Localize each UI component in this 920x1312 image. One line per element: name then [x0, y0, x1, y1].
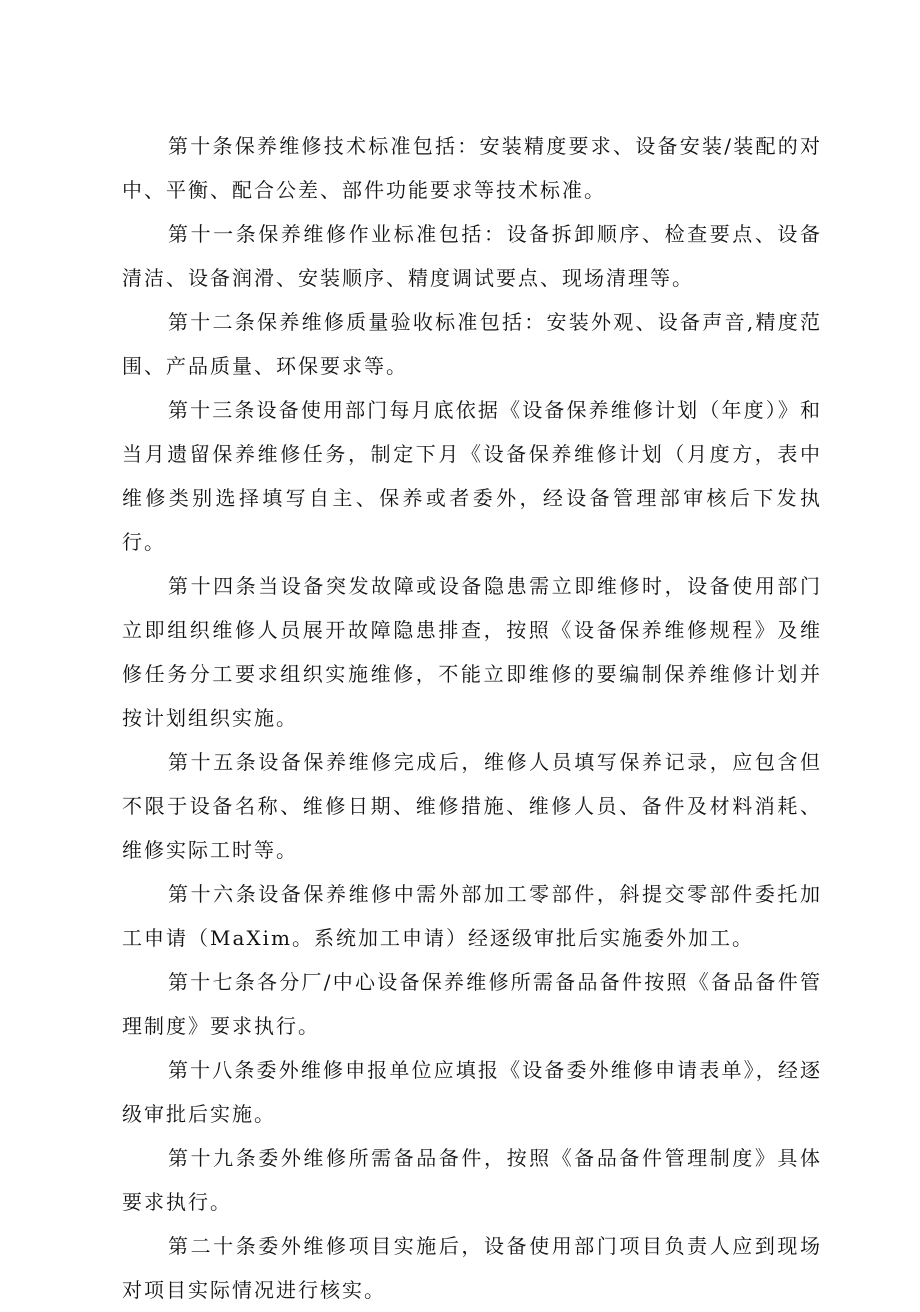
article-13: 第十三条设备使用部门每月底依据《设备保养维修计划（年度）》和当月遗留保养维修任务，制定下月《设备保养维修计划（月度方，表中维修类别选择填写自主、保养或者委外，经设备管理部审核后下发执行。	[122, 398, 822, 554]
article-11: 第十一条保养维修作业标准包括：设备拆卸顺序、检查要点、设备清洁、设备润滑、安装顺序、精度调试要点、现场清理等。	[122, 222, 822, 290]
article-17: 第十七条各分厂/中心设备保养维修所需备品备件按照《备品备件管理制度》要求执行。	[122, 970, 822, 1038]
article-14: 第十四条当设备突发故障或设备隐患需立即维修时，设备使用部门立即组织维修人员展开故障隐患排查，按照《设备保养维修规程》及维修任务分工要求组织实施维修，不能立即维修的要编制保养维修计划并按计划组织实施。	[122, 574, 822, 730]
article-10: 第十条保养维修技术标准包括：安装精度要求、设备安装/装配的对中、平衡、配合公差、部件功能要求等技术标准。	[122, 134, 822, 202]
document-body	[122, 124, 822, 1312]
article-16: 第十六条设备保养维修中需外部加工零部件，斜提交零部件委托加工申请（MaXim。系统加工申请）经逐级审批后实施委外加工。	[122, 882, 822, 950]
article-12: 第十二条保养维修质量验收标准包括：安装外观、设备声音,精度范围、产品质量、环保要求等。	[122, 310, 822, 378]
article-19: 第十九条委外维修所需备品备件，按照《备品备件管理制度》具体要求执行。	[122, 1146, 822, 1214]
article-20: 第二十条委外维修项目实施后，设备使用部门项目负责人应到现场对项目实际情况进行核实。	[122, 1234, 822, 1302]
article-18: 第十八条委外维修申报单位应填报《设备委外维修申请表单》，经逐级审批后实施。	[122, 1058, 822, 1126]
article-15: 第十五条设备保养维修完成后，维修人员填写保养记录，应包含但不限于设备名称、维修日期、维修措施、维修人员、备件及材料消耗、维修实际工时等。	[122, 750, 822, 862]
